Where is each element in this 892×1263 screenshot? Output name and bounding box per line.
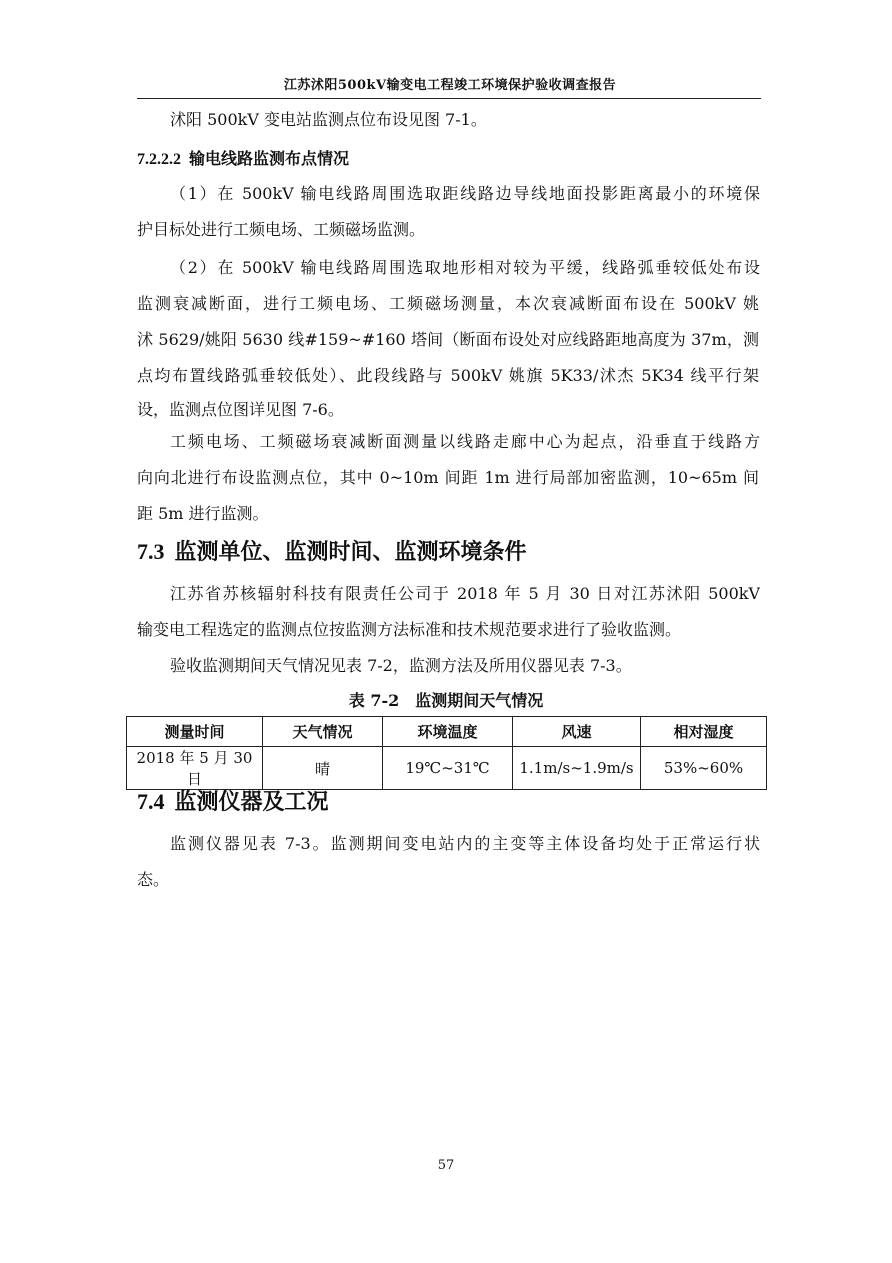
weather-table bbox=[126, 716, 767, 790]
header-wind-speed: 风速 bbox=[513, 717, 641, 747]
section-73-para1-line2: 输变电工程选定的监测点位按监测方法标准和技术规范要求进行了验收监测。 bbox=[137, 620, 682, 639]
page-number: 57 bbox=[437, 1158, 455, 1173]
section-7222-number: 7.2.2.2 bbox=[137, 151, 181, 168]
report-header-title: 江苏沭阳500kV输变电工程竣工环境保护验收调查报告 bbox=[283, 78, 617, 93]
header-temperature: 环境温度 bbox=[383, 717, 513, 747]
section-74-number: 7.4 bbox=[137, 789, 165, 814]
para1-line1: （1）在 500kV 输电线路周围选取距线路边导线地面投影距离最小的环境保 bbox=[170, 184, 760, 203]
cell-wind-speed: 1.1m/s~1.9m/s bbox=[513, 747, 641, 790]
header-humidity: 相对湿度 bbox=[641, 717, 767, 747]
table-row bbox=[127, 747, 767, 790]
header-divider bbox=[137, 98, 761, 99]
table-7-2-caption: 表 7-2 监测期间天气情况 bbox=[348, 691, 544, 710]
section-7222-heading bbox=[137, 146, 349, 169]
para3-line3: 距 5m 进行监测。 bbox=[137, 504, 269, 523]
header-weather: 天气情况 bbox=[263, 717, 383, 747]
section-73-para1-line1: 江苏省苏核辐射科技有限责任公司于 2018 年 5 月 30 日对江苏沭阳 500kV bbox=[170, 584, 760, 603]
section-73-title: 监测单位、监测时间、监测环境条件 bbox=[174, 539, 527, 565]
para3-line2: 向向北进行布设监测点位，其中 0~10m 间距 1m 进行局部加密监测，10~65m 间 bbox=[137, 468, 759, 487]
header-measure-time: 测量时间 bbox=[127, 717, 263, 747]
para2-line4: 点均布置线路弧垂较低处）、此段线路与 500kV 姚旗 5K33/沭杰 5K34 线平行架 bbox=[137, 366, 759, 385]
para2-line2: 监测衰减断面，进行工频电场、工频磁场测量，本次衰减断面布设在 500kV 姚 bbox=[137, 294, 759, 313]
para3-line1: 工频电场、工频磁场衰减断面测量以线路走廊中心为起点，沿垂直于线路方 bbox=[170, 432, 760, 451]
section-73-number: 7.3 bbox=[137, 539, 165, 564]
cell-temperature: 19℃~31℃ bbox=[383, 747, 513, 790]
section-74-para-line2: 态。 bbox=[137, 870, 170, 889]
cell-weather: 晴 bbox=[263, 747, 383, 790]
section-73-heading bbox=[137, 538, 527, 566]
intro-paragraph: 沭阳 500kV 变电站监测点位布设见图 7-1。 bbox=[170, 110, 487, 129]
cell-measure-time: 2018 年 5 月 30 日 bbox=[127, 747, 263, 790]
table-header-row bbox=[127, 717, 767, 747]
para2-line1: （2）在 500kV 输电线路周围选取地形相对较为平缓，线路弧垂较低处布设 bbox=[170, 258, 760, 277]
section-74-para-line1: 监测仪器见表 7-3。监测期间变电站内的主变等主体设备均处于正常运行状 bbox=[170, 834, 760, 853]
section-74-heading bbox=[137, 788, 329, 816]
para2-line3: 沭 5629/姚阳 5630 线#159~#160 塔间（断面布设处对应线路距地高度为 37m，测 bbox=[137, 330, 759, 349]
section-73-para2: 验收监测期间天气情况见表 7-2，监测方法及所用仪器见表 7-3。 bbox=[170, 656, 632, 675]
section-74-title: 监测仪器及工况 bbox=[174, 789, 329, 815]
para1-line2: 护目标处进行工频电场、工频磁场监测。 bbox=[137, 220, 426, 239]
para2-line5: 设，监测点位图详见图 7-6。 bbox=[137, 400, 344, 419]
section-7222-title: 输电线路监测布点情况 bbox=[189, 149, 350, 168]
cell-humidity: 53%~60% bbox=[641, 747, 767, 790]
